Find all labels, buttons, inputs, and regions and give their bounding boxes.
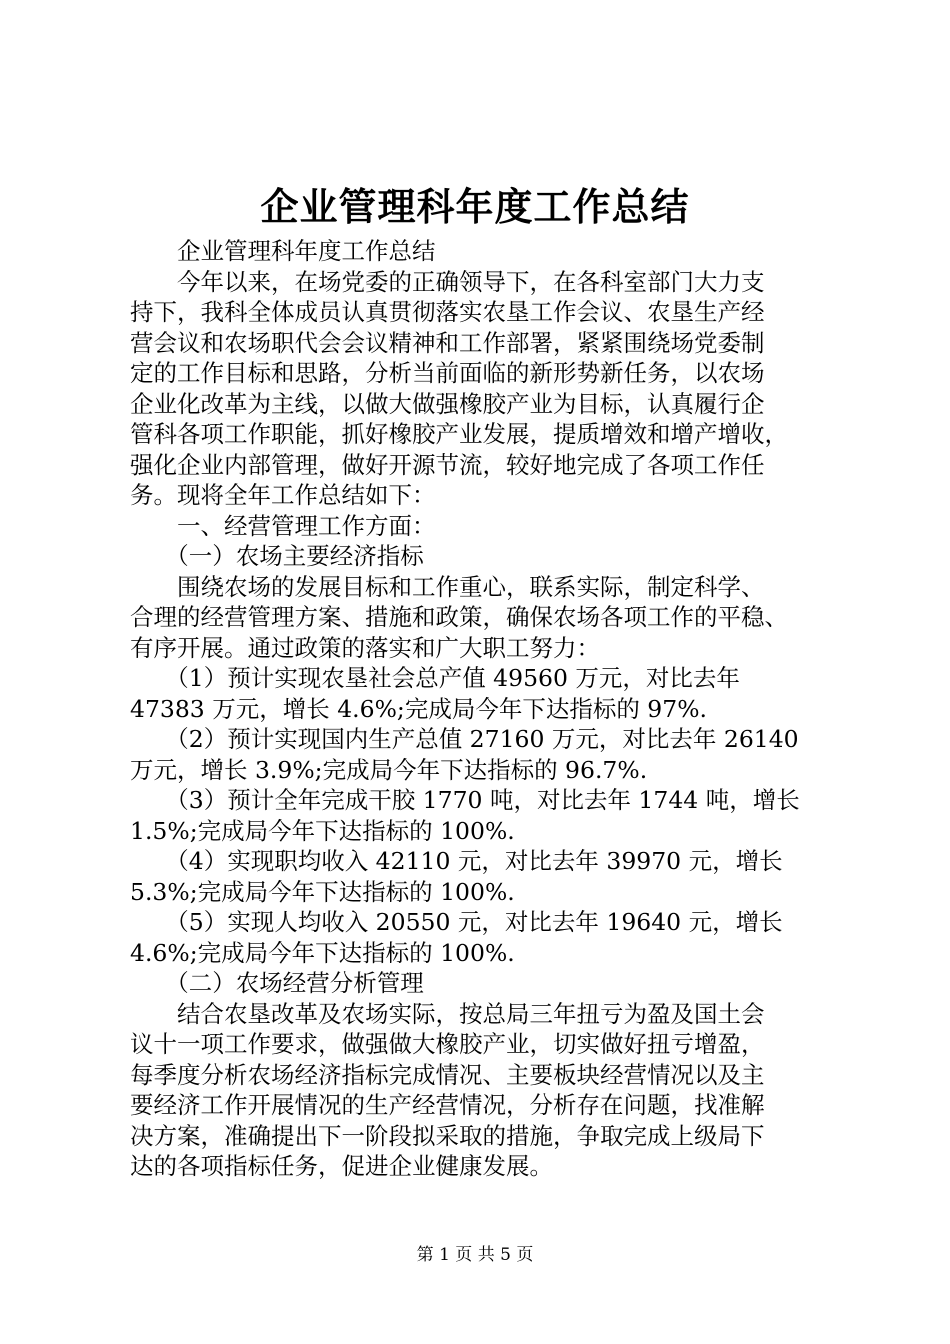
document-title: 企业管理科年度工作总结 [260,184,690,229]
body-line-28: 每季度分析农场经济指标完成情况、主要板块经营情况以及主 [130,1060,765,1089]
body-line-29: 要经济工作开展情况的生产经营情况，分析存在问题，找准解 [130,1091,765,1119]
body-line-5: 定的工作目标和思路，分析当前面临的新形势新任务，以农场 [130,359,765,387]
body-line-9: 务。现将全年工作总结如下： [130,481,436,509]
document-body [130,236,830,1182]
body-line-24: 4.6%;完成局今年下达指标的 100%. [130,938,515,967]
body-line-15: （1）预计实现农垦社会总产值 49560 万元，对比去年 [130,664,740,692]
body-line-16: 47383 万元，增长 4.6%;完成局今年下达指标的 97%. [130,694,707,723]
body-line-1: 企业管理科年度工作总结 [130,237,436,265]
body-line-2: 今年以来，在场党委的正确领导下，在各科室部门大力支 [130,267,765,296]
body-line-11: （一）农场主要经济指标 [130,542,424,570]
body-line-18: 万元，增长 3.9%;完成局今年下达指标的 96.7%. [130,755,648,784]
body-line-12: 围绕农场的发展目标和工作重心，联系实际，制定科学、 [130,572,765,601]
body-line-13: 合理的经营管理方案、措施和政策，确保农场各项工作的平稳、 [130,603,788,631]
body-line-7: 管科各项工作职能，抓好橡胶产业发展，提质增效和增产增收， [130,420,788,448]
body-line-27: 议十一项工作要求，做强做大橡胶产业，切实做好扭亏增盈， [130,1030,765,1058]
body-line-21: （4）实现职均收入 42110 元，对比去年 39970 元，增长 [130,847,783,875]
body-line-17: （2）预计实现国内生产总值 27160 万元，对比去年 26140 [130,725,799,753]
body-line-19: （3）预计全年完成干胶 1770 吨，对比去年 1744 吨，增长 [130,786,800,814]
body-line-23: （5）实现人均收入 20550 元，对比去年 19640 元，增长 [130,908,783,936]
body-line-10: 一、经营管理工作方面： [130,511,436,540]
body-line-30: 决方案，准确提出下一阶段拟采取的措施，争取完成上级局下 [130,1121,765,1150]
body-line-4: 营会议和农场职代会会议精神和工作部署，紧紧围绕场党委制 [130,328,765,357]
body-line-3: 持下，我科全体成员认真贯彻落实农垦工作会议、农垦生产经 [130,298,765,326]
body-line-26: 结合农垦改革及农场实际，按总局三年扭亏为盈及国土会 [130,999,765,1028]
page-footer: 第 1 页 共 5 页 [416,1245,534,1265]
body-line-22: 5.3%;完成局今年下达指标的 100%. [130,877,515,906]
body-line-31: 达的各项指标任务，促进企业健康发展。 [130,1152,553,1180]
body-line-14: 有序开展。通过政策的落实和广大职工努力： [130,633,600,662]
body-line-25: （二）农场经营分析管理 [130,969,424,997]
body-line-20: 1.5%;完成局今年下达指标的 100%. [130,816,515,845]
body-line-8: 强化企业内部管理，做好开源节流，较好地完成了各项工作任 [130,450,765,479]
body-line-6: 企业化改革为主线，以做大做强橡胶产业为目标，认真履行企 [130,389,765,418]
